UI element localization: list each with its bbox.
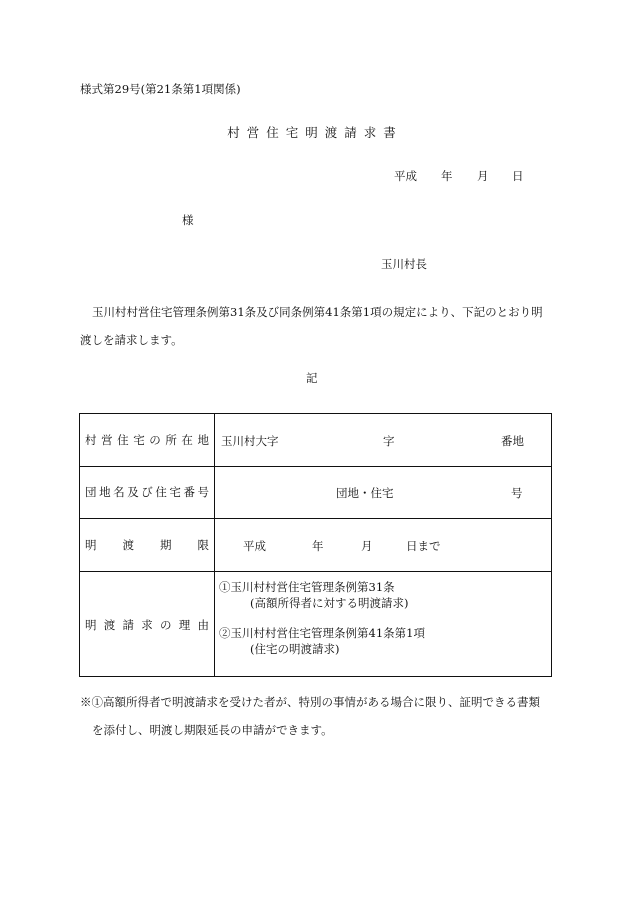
label-location <box>80 414 214 466</box>
label-char: 宅 <box>133 433 145 447</box>
label-char: 明 <box>85 537 97 552</box>
form-number: 様式第29号(第21条第1項関係) <box>80 82 241 96</box>
label-char: 由 <box>197 617 209 632</box>
addressee-suffix: 様 <box>182 213 194 227</box>
deadline-until: 日まで <box>406 539 441 553</box>
label-char: 在 <box>181 433 193 447</box>
danchi-go: 号 <box>511 486 523 500</box>
label-char: 及 <box>127 485 139 499</box>
location-village: 玉川村大字 <box>221 434 279 448</box>
label-char: 村 <box>85 433 97 447</box>
label-char: 請 <box>122 617 134 632</box>
reason-1: ①玉川村村営住宅管理条例第31条 <box>219 580 395 594</box>
date-year: 年 <box>441 169 453 183</box>
date-era: 平成 <box>394 169 417 183</box>
label-char: 期 <box>160 537 172 552</box>
deadline-year: 年 <box>312 539 324 553</box>
label-deadline <box>80 518 214 571</box>
request-table <box>79 413 552 677</box>
label-char: 渡 <box>103 617 116 632</box>
footnote <box>80 688 560 744</box>
deadline-era: 平成 <box>243 539 266 553</box>
location-aza: 字 <box>383 434 395 448</box>
label-char: 営 <box>101 433 113 447</box>
ki-heading: 記 <box>306 371 318 385</box>
label-char: 住 <box>117 433 129 447</box>
document-title: 村営住宅明渡請求書 <box>227 125 403 140</box>
label-char: の <box>160 617 172 632</box>
label-char: 号 <box>197 485 209 499</box>
issuer: 玉川村長 <box>381 257 427 271</box>
danchi-name: 団地・住宅 <box>336 486 394 500</box>
label-char: 所 <box>165 433 177 447</box>
label-char: 限 <box>197 537 209 552</box>
footnote-line-2: を添付し、明渡し期限延長の申請ができます。 <box>92 723 333 737</box>
reason-2-sub: (住宅の明渡請求) <box>250 642 340 656</box>
label-char: の <box>149 433 161 447</box>
label-char: 渡 <box>122 537 134 552</box>
label-char: 住 <box>155 485 167 499</box>
label-char: 地 <box>99 485 111 499</box>
label-danchi <box>80 466 214 518</box>
reason-1-sub: (高額所得者に対する明渡請求) <box>250 596 409 610</box>
label-char: 求 <box>141 617 153 632</box>
deadline-month: 月 <box>361 539 373 553</box>
date-day: 日 <box>512 169 524 183</box>
table-column-divider <box>214 414 215 676</box>
label-char: 名 <box>113 485 125 499</box>
footnote-line-1: ※①高額所得者で明渡請求を受けた者が、特別の事情がある場合に限り、証明できる書類 <box>80 695 540 709</box>
label-reason <box>80 571 214 678</box>
label-char: 宅 <box>169 485 181 499</box>
date-month: 月 <box>477 169 489 183</box>
location-banchi: 番地 <box>501 434 524 448</box>
body-text: 玉川村村営住宅管理条例第31条及び同条例第41条第1項の規定により、下記のとおり明渡しを請求します。 <box>80 305 543 347</box>
label-char: 地 <box>197 433 209 447</box>
label-char: 明 <box>85 617 97 632</box>
reason-2: ②玉川村村営住宅管理条例第41条第1項 <box>219 626 425 640</box>
label-char: び <box>141 485 153 499</box>
label-char: 番 <box>183 485 195 499</box>
label-char: 理 <box>178 617 191 632</box>
label-char: 団 <box>85 485 97 499</box>
